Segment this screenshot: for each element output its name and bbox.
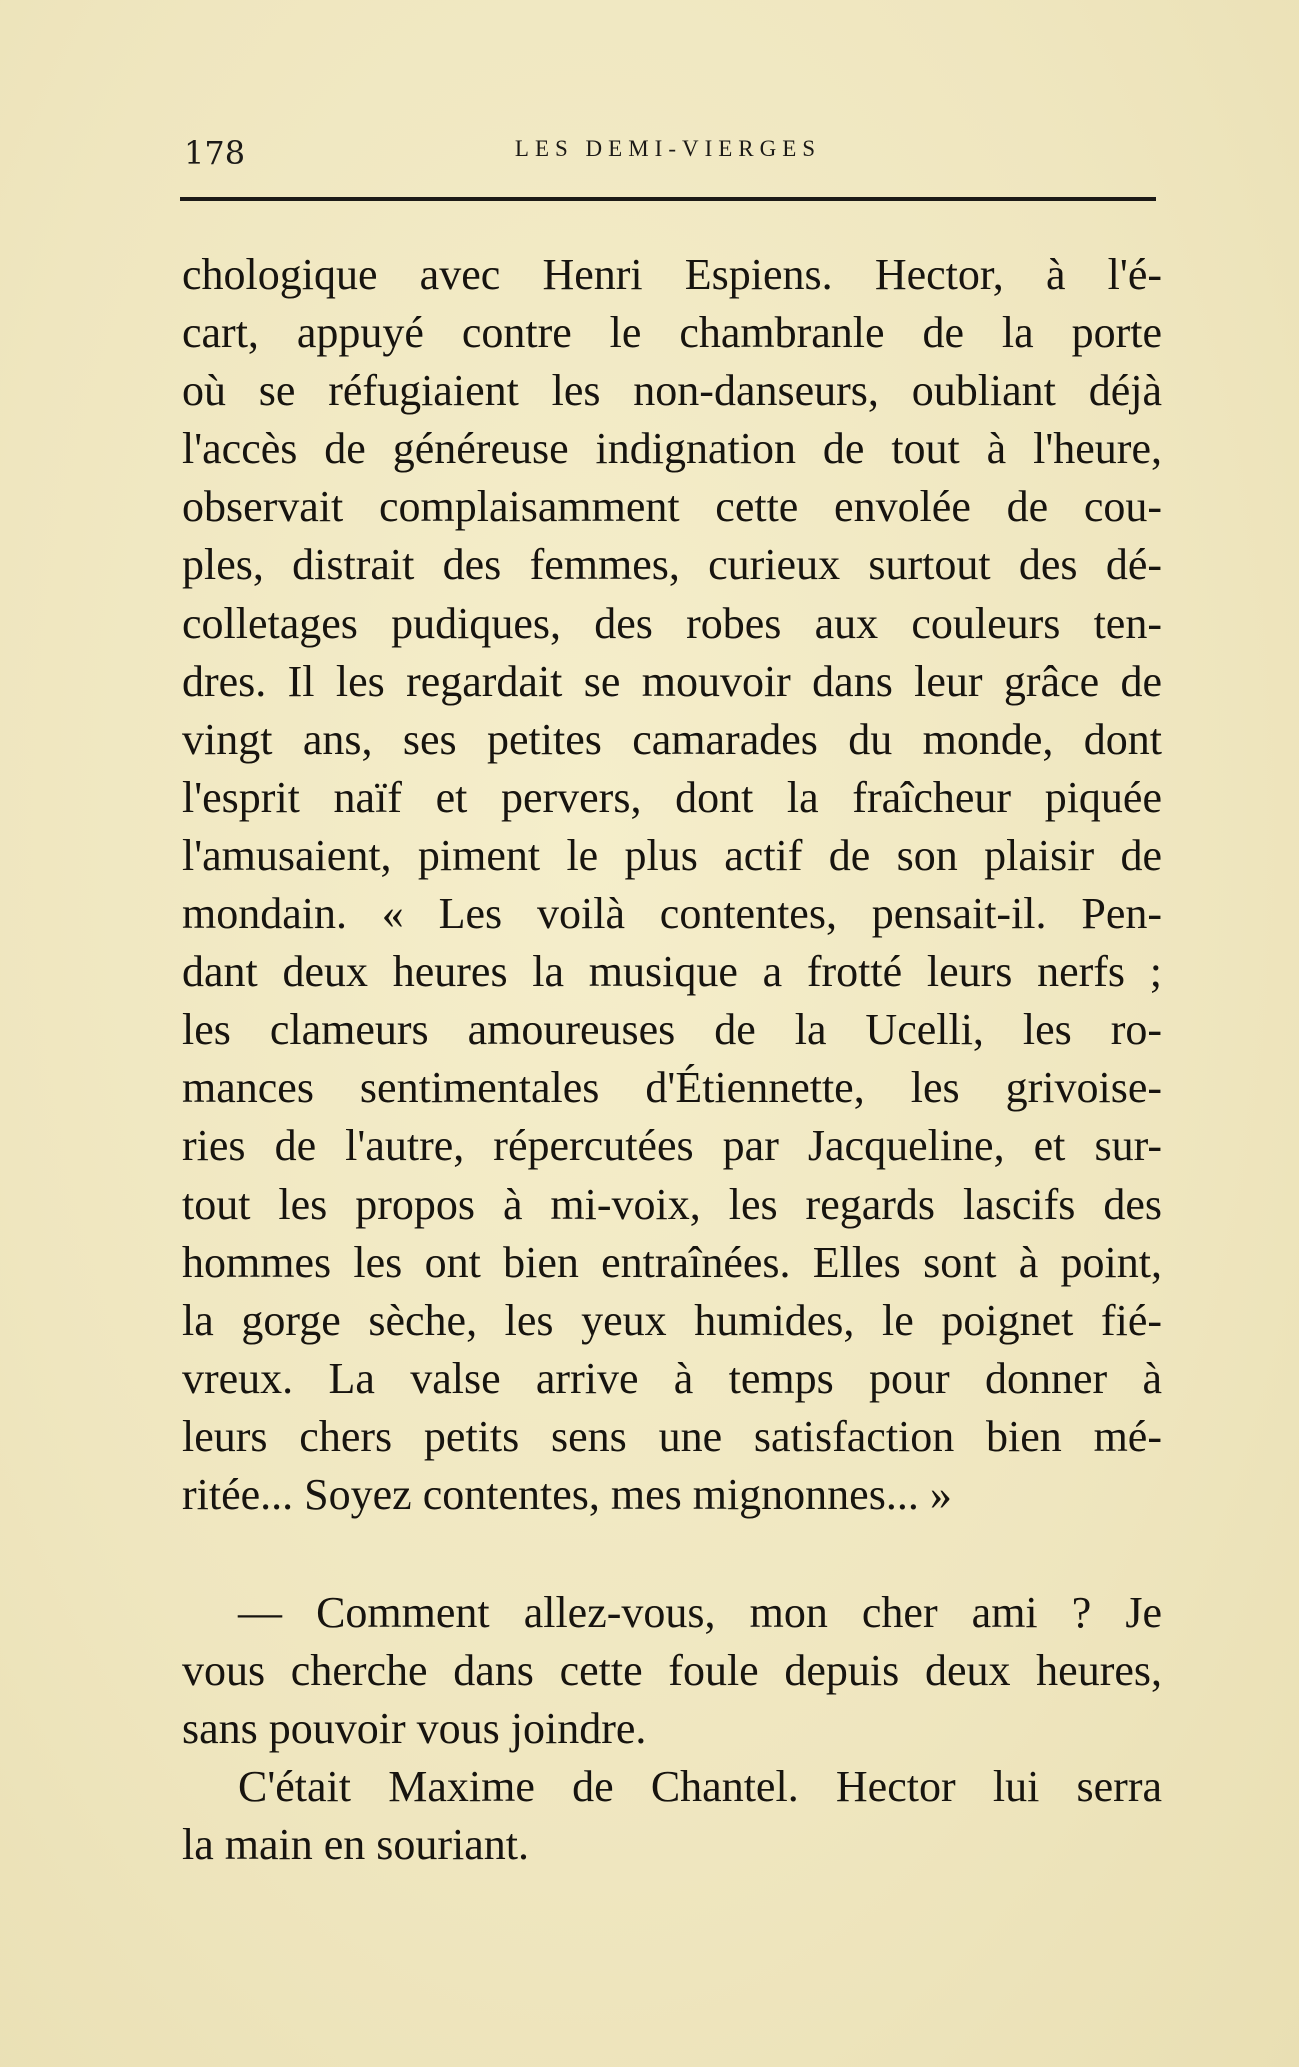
page-header (180, 128, 1156, 178)
text-line: leurs chers petits sens une satisfaction bien mé- (182, 1411, 1162, 1461)
text-line: vreux. La valse arrive à temps pour donner à (182, 1353, 1162, 1403)
paragraph-3 (182, 1758, 1162, 1874)
text-line: C'était Maxime de Chantel. Hector lui serra (238, 1762, 1162, 1812)
text-line: l'esprit naïf et pervers, dont la fraîcheur piquée (182, 772, 1162, 822)
text-line: où se réfugiaient les non-danseurs, oubliant déjà (182, 366, 1162, 416)
paragraph-gap (182, 1524, 1162, 1584)
text-line: hommes les ont bien entraînées. Elles sont à point, (182, 1237, 1162, 1287)
page-number: 178 (184, 134, 246, 172)
body-text (182, 246, 1162, 1875)
text-line: les clameurs amoureuses de la Ucelli, les ro- (182, 1005, 1162, 1055)
text-line: tout les propos à mi-voix, les regards lascifs des (182, 1179, 1162, 1229)
text-line: ples, distrait des femmes, curieux surtout des dé- (182, 540, 1162, 590)
text-line: vingt ans, ses petites camarades du monde, dont (182, 714, 1162, 764)
text-line: la gorge sèche, les yeux humides, le poignet fié- (182, 1295, 1162, 1345)
text-line: — Comment allez-vous, mon cher ami ? Je (238, 1588, 1162, 1638)
paragraph-2 (182, 1584, 1162, 1758)
paragraph-1 (182, 246, 1162, 1524)
text-line: l'amusaient, piment le plus actif de son plaisir de (182, 830, 1162, 880)
text-line: vous cherche dans cette foule depuis deux heures, (182, 1646, 1162, 1696)
text-line: mondain. « Les voilà contentes, pensait-il. Pen- (182, 889, 1162, 939)
text-line: la main en souriant. (182, 1820, 530, 1870)
text-line: mances sentimentales d'Étiennette, les grivoise- (182, 1063, 1162, 1113)
header-rule (180, 197, 1156, 201)
text-line: ries de l'autre, répercutées par Jacqueline, et sur- (182, 1121, 1162, 1171)
text-line: l'accès de généreuse indignation de tout à l'heure, (182, 424, 1162, 474)
text-line: colletages pudiques, des robes aux couleurs ten- (182, 598, 1162, 648)
text-line: cart, appuyé contre le chambranle de la porte (182, 308, 1162, 358)
text-line: ritée... Soyez contentes, mes mignonnes... » (182, 1469, 952, 1519)
text-line: dres. Il les regardait se mouvoir dans leur grâce de (182, 656, 1162, 706)
text-line: sans pouvoir vous joindre. (182, 1704, 647, 1754)
text-line: dant deux heures la musique a frotté leurs nerfs ; (182, 947, 1162, 997)
text-line: observait complaisamment cette envolée de cou- (182, 482, 1162, 532)
running-title: LES DEMI-VIERGES (514, 136, 822, 161)
text-line: chologique avec Henri Espiens. Hector, à l'é- (182, 250, 1162, 299)
